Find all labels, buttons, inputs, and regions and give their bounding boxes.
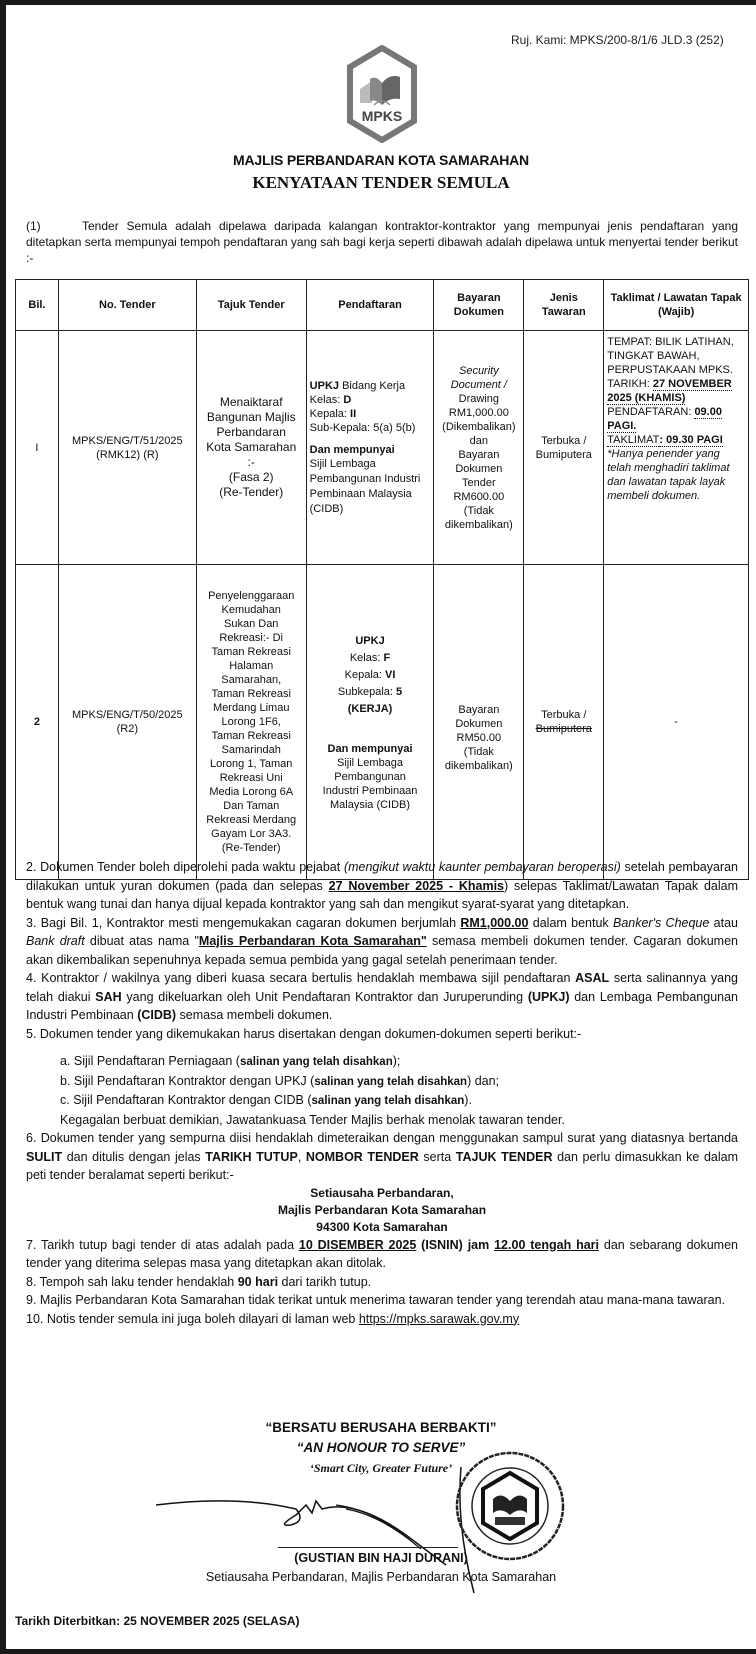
mpks-logo-icon bbox=[346, 45, 418, 143]
cell-jenis: Terbuka / Bumiputera bbox=[524, 331, 604, 565]
cell-bayaran: Security Document / Drawing RM1,000.00 (Dikembalikan) dan Bayaran Dokumen Tender RM600.00 (Tidak dikembalikan) bbox=[434, 331, 524, 565]
clauses bbox=[26, 858, 738, 1328]
list-item: b. Sijil Pendaftaran Kontraktor dengan UPKJ (salinan yang telah disahkan) dan; bbox=[60, 1073, 500, 1088]
motto-malay: “BERSATU BERUSAHA BERBAKTI” bbox=[265, 1420, 497, 1435]
col-taklimat: Taklimat / Lawatan Tapak (Wajib) bbox=[604, 280, 749, 331]
signatory-name: (GUSTIAN BIN HAJI DURANI) bbox=[294, 1551, 468, 1565]
cell-no-tender: MPKS/ENG/T/51/2025 (RMK12) (R) bbox=[58, 331, 196, 565]
motto-english: “AN HONOUR TO SERVE” bbox=[296, 1440, 466, 1455]
tender-notice-page bbox=[6, 5, 756, 1649]
clause-10: 10. Notis tender semula ini juga boleh dilayari di laman web https://mpks.sarawak.gov.my bbox=[26, 1311, 520, 1326]
clause-8: 8. Tempoh sah laku tender hendaklah 90 hari dari tarikh tutup. bbox=[26, 1274, 372, 1289]
list-item: c. Sijil Pendaftaran Kontraktor dengan CIDB (salinan yang telah disahkan). bbox=[60, 1093, 472, 1107]
reference-number: Ruj. Kami: MPKS/200-8/1/6 JLD.3 (252) bbox=[511, 33, 724, 47]
cell-bil: 2 bbox=[16, 565, 59, 880]
clause-5: 5. Dokumen tender yang dikemukakan harus disertakan dengan dokumen-dokumen seperti berikut:- bbox=[26, 1026, 582, 1041]
clause-6: 6. Dokumen tender yang sempurna diisi hendaklah dimeteraikan dengan menggunakan sampul surat yang diatasnya bertanda SULIT dan ditulis dengan jelas TARIKH TUTUP, NOMBOR TENDER serta TAJUK TENDER dan perlu dimasukkan ke dalam peti tender beralamat seperti berikut:- bbox=[26, 1131, 738, 1182]
col-pendaftaran: Pendaftaran bbox=[306, 280, 434, 331]
clause-2: 2. Dokumen Tender boleh diperolehi pada waktu pejabat (mengikut waktu kaunter pembayaran beroperasi) setelah pembayaran dilakukan untuk yuran dokumen (pada dan selepas 27 November 2025 - Khamis) selepas Taklimat/Lawatan Tapak dalam bentuk wang tunai dan hanya dijual kepada kontraktor yang sah dan mengikut syarat-syarat yang ditetapkan. bbox=[26, 860, 738, 911]
cell-bil: I bbox=[16, 331, 59, 565]
intro-paragraph: (1) Tender Semula adalah dipelawa daripada kalangan kontraktor-kontraktor yang mempunyai jenis pendaftaran yang ditetapkan serta mempunyai tempoh pendaftaran yang sah bagi kerja seperti dibawah adalah dipelawa untuk menyertai tender berikut :- bbox=[26, 219, 738, 265]
clause-3: 3. Bagi Bil. 1, Kontraktor mesti mengemukakan cagaran dokumen berjumlah RM1,000.00 dalam bentuk Banker's Cheque atau Bank draft dibuat atas nama "Majlis Perbandaran Kota Samarahan" semasa membeli dokumen tender. Cagaran dokumen akan dikembalikan sepenuhnya kepada semua pembida yang gagal setelah penerimaan tender. bbox=[26, 915, 738, 967]
cell-taklimat: TEMPAT: BILIK LATIHAN, TINGKAT BAWAH, PERPUSTAKAAN MPKS. TARIKH: 27 NOVEMBER 2025 (KHAMIS) PENDAFTARAN: 09.00 PAGI. TAKLIMAT: 09.30 PAGI *Hanya penender yang telah menghadiri taklimat dan lawatan tapak layak membeli dokumen. bbox=[604, 331, 749, 565]
clause-5-note: Kegagalan berbuat demikian, Jawatankuasa Tender Majlis berhak menolak tawaran tender. bbox=[60, 1112, 565, 1127]
cell-tajuk: Menaiktaraf Bangunan Majlis Perbandaran Kota Samarahan :- (Fasa 2) (Re-Tender) bbox=[196, 331, 306, 565]
cell-tajuk: Penyelenggaraan Kemudahan Sukan Dan Rekreasi:- Di Taman Rekreasi Halaman Samarahan, Taman Rekreasi Merdang Limau Lorong 1F6, Taman Rekreasi Samarindah Lorong 1, Taman Rekreasi Uni Media Lorong 6A Dan Taman Rekreasi Merdang Gayam Lor 3A3. (Re-Tender) bbox=[196, 565, 306, 880]
tagline: ‘Smart City, Greater Future’ bbox=[309, 1461, 453, 1475]
cell-pendaftaran: UPKJ Kelas: F Kepala: VI Subkepala: 5 (KERJA) Dan mempunyai Sijil Lembaga Pembangunan Industri Pembinaan Malaysia (CIDB) bbox=[306, 565, 434, 880]
tender-box-address: Setiausaha Perbandaran, Majlis Perbandaran Kota Samarahan 94300 Kota Samarahan bbox=[277, 1185, 487, 1234]
col-no-tender: No. Tender bbox=[58, 280, 196, 331]
cell-taklimat: - bbox=[604, 565, 749, 880]
col-bil: Bil. bbox=[16, 280, 59, 331]
table-header-row bbox=[16, 280, 749, 331]
cell-bayaran: Bayaran Dokumen RM50.00 (Tidak dikembalikan) bbox=[434, 565, 524, 880]
col-tajuk: Tajuk Tender bbox=[196, 280, 306, 331]
issued-date: Tarikh Diterbitkan: 25 NOVEMBER 2025 (SELASA) bbox=[15, 1614, 300, 1628]
table-row bbox=[16, 565, 749, 880]
clause-4: 4. Kontraktor / wakilnya yang diberi kuasa secara bertulis hendaklah membawa sijil pendaftaran ASAL serta salinannya yang telah diakui SAH yang dikeluarkan oleh Unit Pendaftaran Kontraktor dan Juruperunding (UPKJ) dan Lembaga Pembangunan Industri Pembinaan (CIDB) semasa membeli dokumen. bbox=[26, 971, 739, 1022]
clause-7: 7. Tarikh tutup bagi tender di atas adalah pada 10 DISEMBER 2025 (ISNIN) jam 12.00 tengah hari dan sebarang dokumen tender yang diterima selepas masa yang ditetapkan akan ditolak. bbox=[26, 1237, 739, 1270]
table-row bbox=[16, 331, 749, 565]
clause-5-list bbox=[26, 1052, 738, 1129]
website-link[interactable]: https://mpks.sarawak.gov.my bbox=[358, 1311, 520, 1326]
cell-jenis: Terbuka / Bumiputera bbox=[524, 565, 604, 880]
col-bayaran: Bayaran Dokumen bbox=[434, 280, 524, 331]
document-title: KENYATAAN TENDER SEMULA bbox=[252, 173, 510, 192]
organization-name: MAJLIS PERBANDARAN KOTA SAMARAHAN bbox=[233, 152, 529, 168]
signature-line bbox=[278, 1547, 458, 1548]
signatory-position: Setiausaha Perbandaran, Majlis Perbandaran Kota Samarahan bbox=[205, 1570, 557, 1584]
svg-text:MPKS: MPKS bbox=[361, 108, 403, 124]
cell-no-tender: MPKS/ENG/T/50/2025 (R2) bbox=[58, 565, 196, 880]
list-item: a. Sijil Pendaftaran Perniagaan (salinan yang telah disahkan); bbox=[60, 1054, 401, 1068]
col-jenis: Jenis Tawaran bbox=[524, 280, 604, 331]
cell-pendaftaran: UPKJ Bidang Kerja Kelas: D Kepala: II Sub-Kepala: 5(a) 5(b) Dan mempunyai Sijil Lembaga Pembangunan Industri Pembinaan Malaysia (CIDB) bbox=[306, 331, 434, 565]
tender-table bbox=[15, 279, 749, 880]
council-stamp-icon bbox=[453, 1449, 567, 1563]
clause-9: 9. Majlis Perbandaran Kota Samarahan tidak terikat untuk menerima tawaran tender yang terendah atau mana-mana tawaran. bbox=[26, 1293, 726, 1307]
